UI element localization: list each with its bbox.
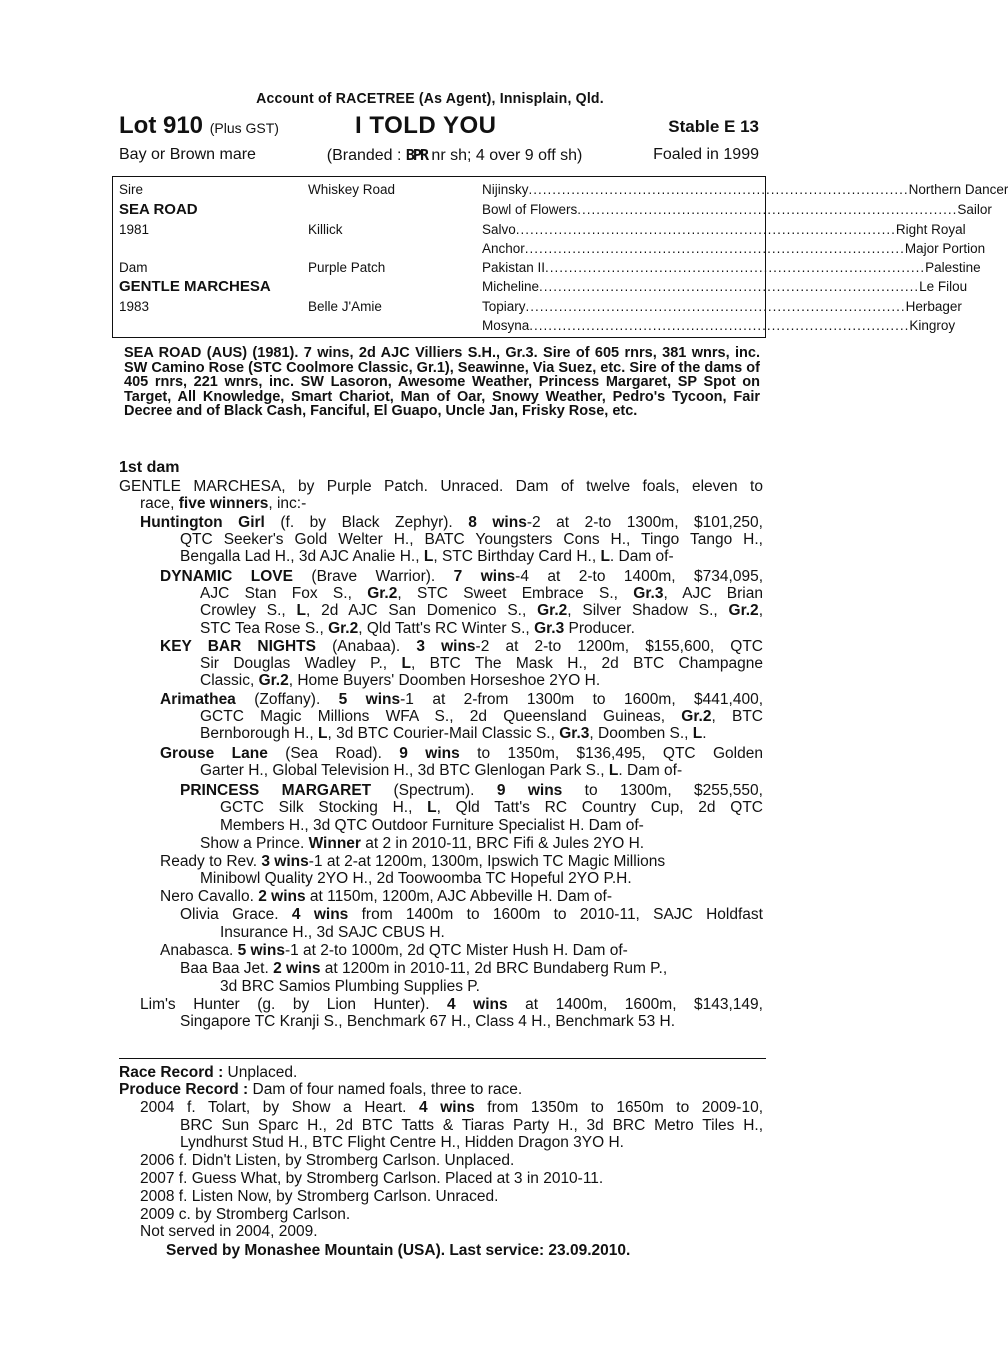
first-dam-line: PRINCESS MARGARET (Spectrum). 9 wins to 1300m, $255,550,	[180, 782, 763, 799]
first-dam-line: Crowley S., L, 2d AJC San Domenico S., Gr.2, Silver Shadow S., Gr.2,	[200, 602, 763, 619]
dot-leader: ................................................................................	[528, 182, 909, 197]
first-dam-line: Nero Cavallo. 2 wins at 1150m, 1200m, AJC Abbeville H. Dam of-	[160, 888, 613, 905]
record-line: 2004 f. Tolart, by Show a Heart. 4 wins from 1350m to 1650m to 2009-10,	[140, 1099, 763, 1116]
record-line: 2006 f. Didn't Listen, by Stromberg Carlson. Unplaced.	[140, 1152, 515, 1169]
pedigree-ancestor-row	[482, 241, 986, 256]
ancestor-right: Sailor	[957, 202, 992, 217]
ancestor-right: Right Royal	[895, 222, 966, 237]
ancestor-right: Herbager	[905, 299, 962, 314]
record-line: Served by Monashee Mountain (USA). Last service: 23.09.2010.	[166, 1242, 631, 1259]
dot-leader: ................................................................................	[525, 299, 906, 314]
sire-dam: Killick	[308, 222, 343, 237]
first-dam-line: Insurance H., 3d SAJC CBUS H.	[220, 924, 445, 941]
ancestor-left: Nijinsky	[482, 182, 529, 197]
first-dam-line: AJC Stan Fox S., Gr.2, STC Sweet Embrace S., Gr.3, AJC Brian	[200, 585, 763, 602]
first-dam-line: Bernborough H., L, 3d BTC Courier-Mail Classic S., Gr.3, Doomben S., L.	[200, 725, 707, 742]
ancestor-left: Bowl of Flowers	[482, 202, 578, 217]
horse-name: I TOLD YOU	[355, 112, 497, 139]
sire-sire: Whiskey Road	[308, 182, 396, 197]
first-dam-line: KEY BAR NIGHTS (Anabaa). 3 wins-2 at 2-to 1200m, $155,600, QTC	[160, 638, 763, 655]
record-line: 2009 c. by Stromberg Carlson.	[140, 1206, 351, 1223]
stable-number: Stable E 13	[668, 117, 759, 136]
brand-suffix: nr sh; 4 over 9 off sh)	[426, 147, 583, 164]
pedigree-ancestor-row	[482, 222, 966, 237]
sire-label: Sire	[119, 182, 144, 197]
first-dam-line: Garter H., Global Television H., 3d BTC Glenlogan Park S., L. Dam of-	[200, 762, 683, 779]
dam-sire: Purple Patch	[308, 260, 386, 275]
pedigree-ancestor-row	[482, 202, 992, 217]
first-dam-line: Huntington Girl (f. by Black Zephyr). 8 wins-2 at 2-to 1300m, $101,250,	[140, 514, 763, 531]
first-dam-line: DYNAMIC LOVE (Brave Warrior). 7 wins-4 at 2-to 1400m, $734,095,	[160, 568, 763, 585]
brand-info	[327, 146, 583, 165]
gst-note: (Plus GST)	[209, 120, 279, 136]
ancestor-left: Micheline	[482, 279, 540, 294]
pedigree-ancestor-row	[482, 182, 1008, 197]
ancestor-right: Northern Dancer	[908, 182, 1008, 197]
dot-leader: ................................................................................	[529, 318, 910, 333]
record-line: Not served in 2004, 2009.	[140, 1223, 318, 1240]
ancestor-right: Major Portion	[904, 241, 986, 256]
first-dam-line: Bengalla Lad H., 3d AJC Analie H., L, STC Birthday Card H., L. Dam of-	[180, 548, 674, 565]
record-line: Race Record : Unplaced.	[119, 1064, 298, 1081]
record-line: Lyndhurst Stud H., BTC Flight Centre H., Hidden Dragon 3YO H.	[180, 1134, 624, 1151]
first-dam-line: Sir Douglas Wadley P., L, BTC The Mask H., 2d BTC Champagne	[200, 655, 763, 672]
pedigree-ancestor-row	[482, 318, 956, 333]
first-dam-line: 3d BRC Samios Plumbing Supplies P.	[220, 978, 480, 995]
ancestor-right: Le Filou	[919, 279, 968, 294]
sire-name: SEA ROAD	[119, 201, 198, 218]
info-row	[119, 146, 759, 165]
first-dam-line: Baa Baa Jet. 2 wins at 1200m in 2010-11, 2d BRC Bundaberg Rum P.,	[180, 960, 668, 977]
first-dam-line: Lim's Hunter (g. by Lion Hunter). 4 wins at 1400m, 1600m, $143,149,	[140, 996, 763, 1013]
ancestor-left: Topiary	[482, 299, 526, 314]
first-dam-line: STC Tea Rose S., Gr.2, Qld Tatt's RC Winter S., Gr.3 Producer.	[200, 620, 635, 637]
first-dam-line: race, five winners, inc:-	[140, 495, 307, 512]
pedigree-table	[112, 176, 1008, 338]
first-dam-line: Classic, Gr.2, Home Buyers' Doomben Horseshoe 2YO H.	[200, 672, 601, 689]
first-dam-line: Singapore TC Kranji S., Benchmark 67 H., Class 4 H., Benchmark 53 H.	[180, 1013, 676, 1030]
first-dam-line: Olivia Grace. 4 wins from 1400m to 1600m to 2010-11, SAJC Holdfast	[180, 906, 763, 923]
record-line: 2007 f. Guess What, by Stromberg Carlson. Placed at 3 in 2010-11.	[140, 1170, 604, 1187]
ancestor-right: Palestine	[925, 260, 981, 275]
pedigree-ancestor-row	[482, 299, 962, 314]
lot-label: Lot 910	[119, 112, 204, 139]
sire-year: 1981	[119, 222, 150, 237]
first-dam-line: Grouse Lane (Sea Road). 9 wins to 1350m, $136,495, QTC Golden	[160, 745, 763, 762]
pedigree-ancestor-row	[482, 279, 968, 294]
ancestor-left: Pakistan II	[482, 260, 546, 275]
pedigree-ancestor-row	[482, 260, 981, 275]
divider	[119, 1058, 766, 1059]
ancestor-left: Anchor	[482, 241, 525, 256]
dam-year: 1983	[119, 299, 150, 314]
record-line: Produce Record : Dam of four named foals, three to race.	[119, 1081, 523, 1098]
first-dam-line: GCTC Silk Stocking H., L, Qld Tatt's RC Country Cup, 2d QTC	[220, 799, 763, 816]
first-dam-heading: 1st dam	[119, 459, 180, 476]
first-dam-line: GCTC Magic Millions WFA S., 2d Queensland Guineas, Gr.2, BTC	[200, 708, 763, 725]
brand-prefix: (Branded :	[326, 147, 406, 164]
ancestor-left: Salvo	[482, 222, 516, 237]
dam-name: GENTLE MARCHESA	[119, 278, 271, 295]
first-dam-line: Minibowl Quality 2YO H., 2d Toowoomba TC Hopeful 2YO P.H.	[200, 870, 632, 887]
brand-mark: BPR	[405, 146, 427, 164]
dot-leader: ................................................................................	[515, 222, 896, 237]
sire-summary: SEA ROAD (AUS) (1981). 7 wins, 2d AJC Villiers S.H., Gr.3. Sire of 605 rnrs, 381 wnrs, inc. SW Camino Rose (STC Coolmore Classic, Gr.1), Seawinne, Via Suez, etc. Sire of the dams of 405 rnrs, 221 wnrs, inc. SW Lasoron, Awesome Weather, Princess Margaret, SP Spot on Target, All Knowledge, Smart Chariot, Man of Oar, Snowy Weather, Pedro's Tycoon, Fair Decree and of Black Cash, Fanciful, El Guapo, Uncle Jan, Frisky Rose, etc.	[124, 345, 760, 419]
record-line: BRC Sun Sparc H., 2d BTC Tatts & Tiaras Party H., 3d BRC Metro Tiles H.,	[180, 1117, 763, 1134]
ancestor-right: Kingroy	[909, 318, 956, 333]
first-dam-line: Arimathea (Zoffany). 5 wins-1 at 2-from 1300m to 1600m, $441,400,	[160, 691, 763, 708]
first-dam-line: Show a Prince. Winner at 2 in 2010-11, BRC Fifi & Jules 2YO H.	[200, 835, 645, 852]
dot-leader: ................................................................................	[539, 279, 920, 294]
first-dam-line: Ready to Rev. 3 wins-1 at 2-at 1200m, 1300m, Ipswich TC Magic Millions	[160, 853, 666, 870]
first-dam-line: QTC Seeker's Gold Welter H., BATC Youngsters Cons H., Tingo Tango H.,	[180, 531, 763, 548]
colour-sex: Bay or Brown mare	[119, 146, 256, 163]
first-dam-line: GENTLE MARCHESA, by Purple Patch. Unraced. Dam of twelve foals, eleven to	[119, 478, 763, 495]
dot-leader: ................................................................................	[577, 202, 958, 217]
dot-leader: ................................................................................	[524, 241, 905, 256]
first-dam-line: Anabasca. 5 wins-1 at 2-to 1000m, 2d QTC Mister Hush H. Dam of-	[160, 942, 628, 959]
foaled-year: Foaled in 1999	[653, 146, 759, 163]
first-dam-line: Members H., 3d QTC Outdoor Furniture Specialist H. Dam of-	[220, 817, 644, 834]
lot-number	[119, 112, 279, 140]
dam-label: Dam	[119, 260, 148, 275]
dam-dam: Belle J'Amie	[308, 299, 382, 314]
record-line: 2008 f. Listen Now, by Stromberg Carlson. Unraced.	[140, 1188, 499, 1205]
ancestor-left: Mosyna	[482, 318, 530, 333]
dot-leader: ................................................................................	[545, 260, 926, 275]
vendor-line: Account of RACETREE (As Agent), Innisplain, Qld.	[256, 90, 604, 107]
